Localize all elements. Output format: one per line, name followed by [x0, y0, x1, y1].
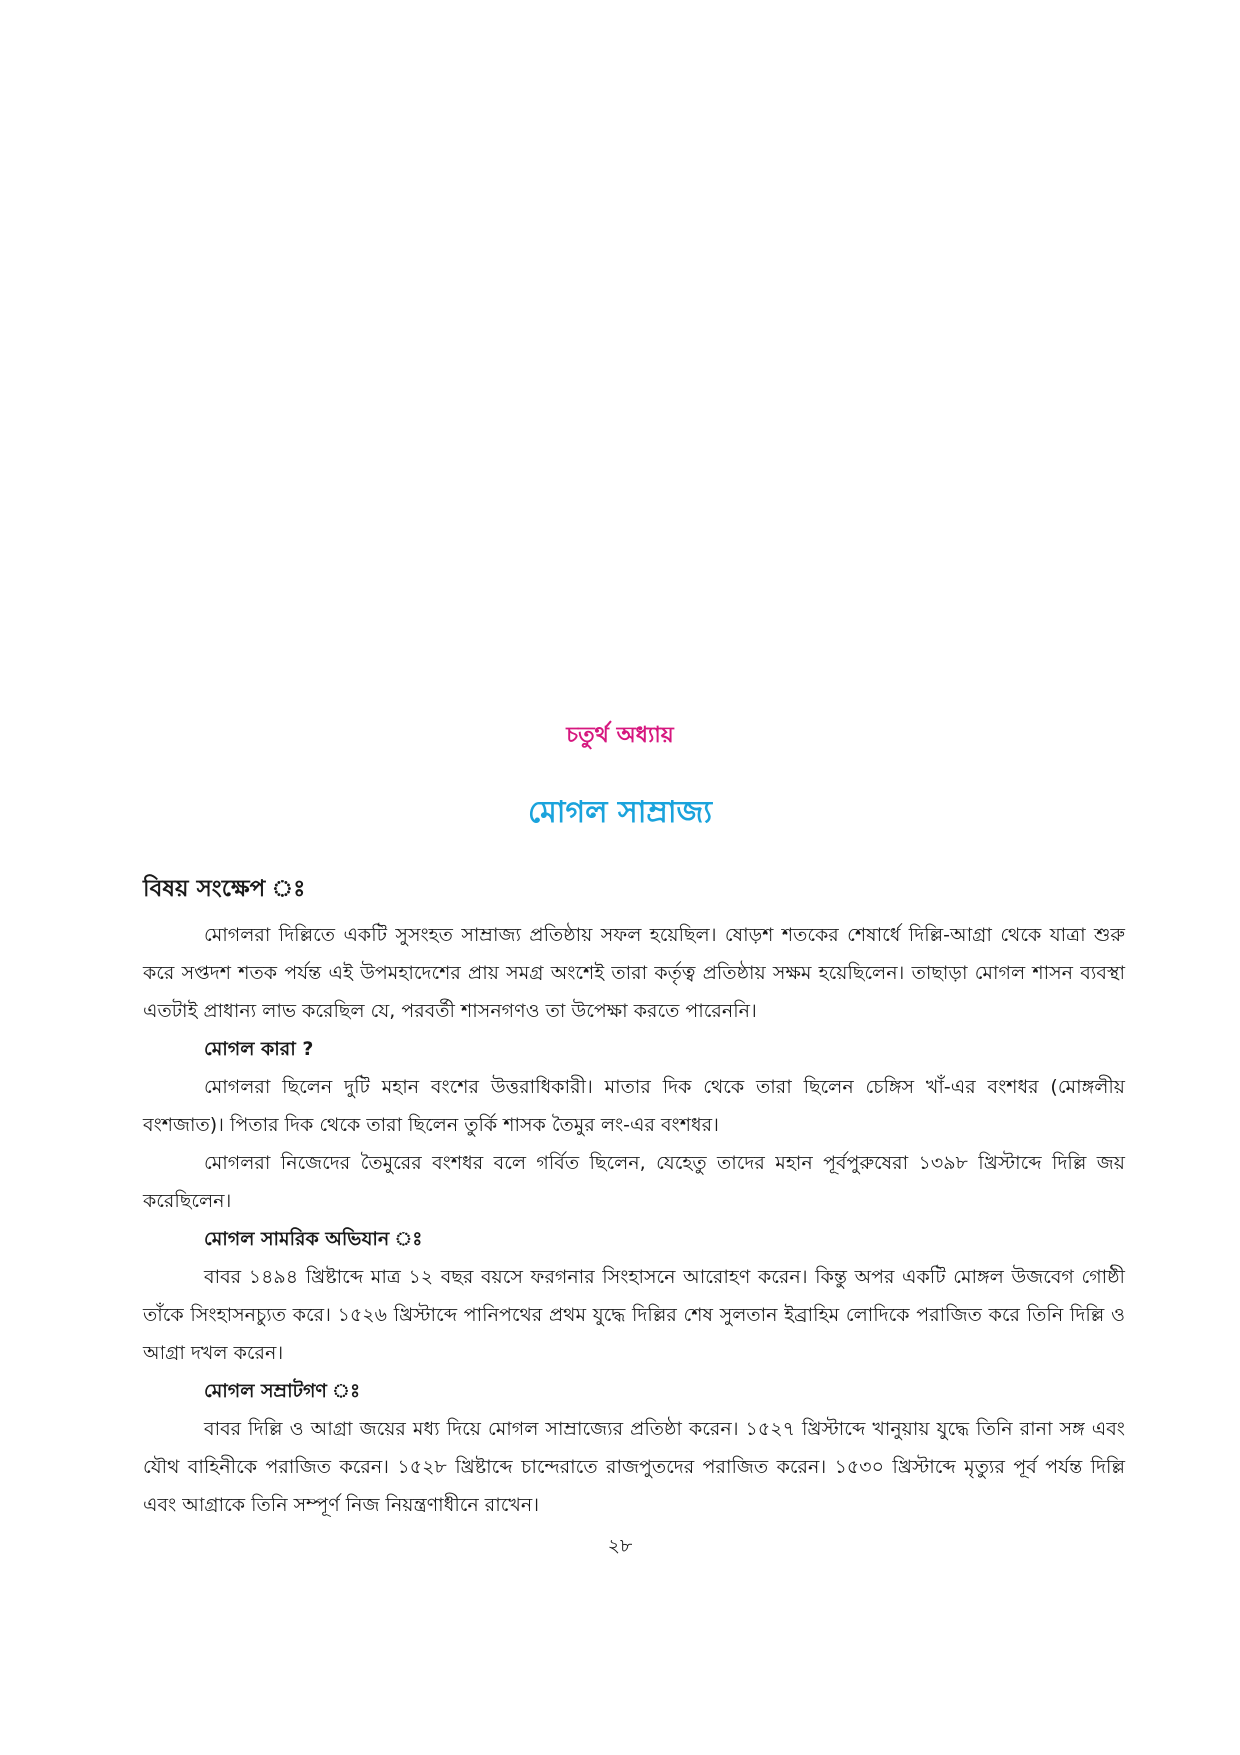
emperors-paragraph: বাবর দিল্লি ও আগ্রা জয়ের মধ্য দিয়ে মোগল সাম্রাজ্যের প্রতিষ্ঠা করেন। ১৫২৭ খ্রিস্টাব্দে খানুয়ায় যুদ্ধে তিনি রানা সঙ্গ এবং যৌথ বাহিনীকে পরাজিত করেন। ১৫২৮ খ্রিষ্টাব্দে চান্দেরাতে রাজপুতদের পরাজিত করেন। ১৫৩০ খ্রিস্টাব্দে মৃত্যুর পূর্ব পর্যন্ত দিল্লি এবং আগ্রাকে তিনি সম্পূর্ণ নিজ নিয়ন্ত্রণাধীনে রাখেন।: [143, 1418, 1125, 1516]
page-number: ২৮: [607, 1535, 633, 1557]
campaigns-heading: মোগল সামরিক অভিযান ঃ: [204, 1228, 423, 1250]
campaigns-paragraph: বাবর ১৪৯৪ খ্রিষ্টাব্দে মাত্র ১২ বছর বয়সে ফরগনার সিংহাসনে আরোহণ করেন। কিন্তু অপর একটি মোঙ্গল উজবেগ গোষ্ঠী তাঁকে সিংহাসনচ্যুত করে। ১৫২৬ খ্রিস্টাব্দে পানিপথের প্রথম যুদ্ধে দিল্লির শেষ সুলতান ইব্রাহিম লোদিকে পরাজিত করে তিনি দিল্লি ও আগ্রা দখল করেন।: [143, 1266, 1125, 1364]
who-paragraph-2: মোগলরা নিজেদের তৈমুরের বংশধর বলে গর্বিত ছিলেন, যেহেতু তাদের মহান পূর্বপুরুষেরা ১৩৯৮ খ্রিস্টাব্দে দিল্লি জয় করেছিলেন।: [143, 1152, 1125, 1212]
who-heading: মোগল কারা ?: [204, 1038, 314, 1060]
who-paragraph-1: মোগলরা ছিলেন দুটি মহান বংশের উত্তরাধিকারী। মাতার দিক থেকে তারা ছিলেন চেঙ্গিস খাঁ-এর বংশধর (মোঙ্গলীয় বংশজাত)। পিতার দিক থেকে তারা ছিলেন তুর্কি শাসক তৈমুর লং-এর বংশধর।: [143, 1076, 1125, 1136]
chapter-title: মোগল সাম্রাজ্য: [527, 795, 713, 830]
summary-heading: বিষয় সংক্ষেপ ঃ: [143, 876, 306, 902]
summary-paragraph: মোগলরা দিল্লিতে একটি সুসংহত সাম্রাজ্য প্রতিষ্ঠায় সফল হয়েছিল। ষোড়শ শতকের শেষার্ধে দিল্লি-আগ্রা থেকে যাত্রা শুরু করে সপ্তদশ শতক পর্যন্ত এই উপমহাদেশের প্রায় সমগ্র অংশেই তারা কর্তৃত্ব প্রতিষ্ঠায় সক্ষম হয়েছিলেন। তাছাড়া মোগল শাসন ব্যবস্থা এতটাই প্রাধান্য লাভ করেছিল যে, পরবর্তী শাসনগণও তা উপেক্ষা করতে পারেননি।: [143, 924, 1125, 1022]
emperors-heading: মোগল সম্রাটগণ ঃ: [204, 1380, 361, 1402]
chapter-label: চতুর্থ অধ্যায়: [566, 723, 674, 748]
chapter-content: [143, 872, 1125, 1524]
